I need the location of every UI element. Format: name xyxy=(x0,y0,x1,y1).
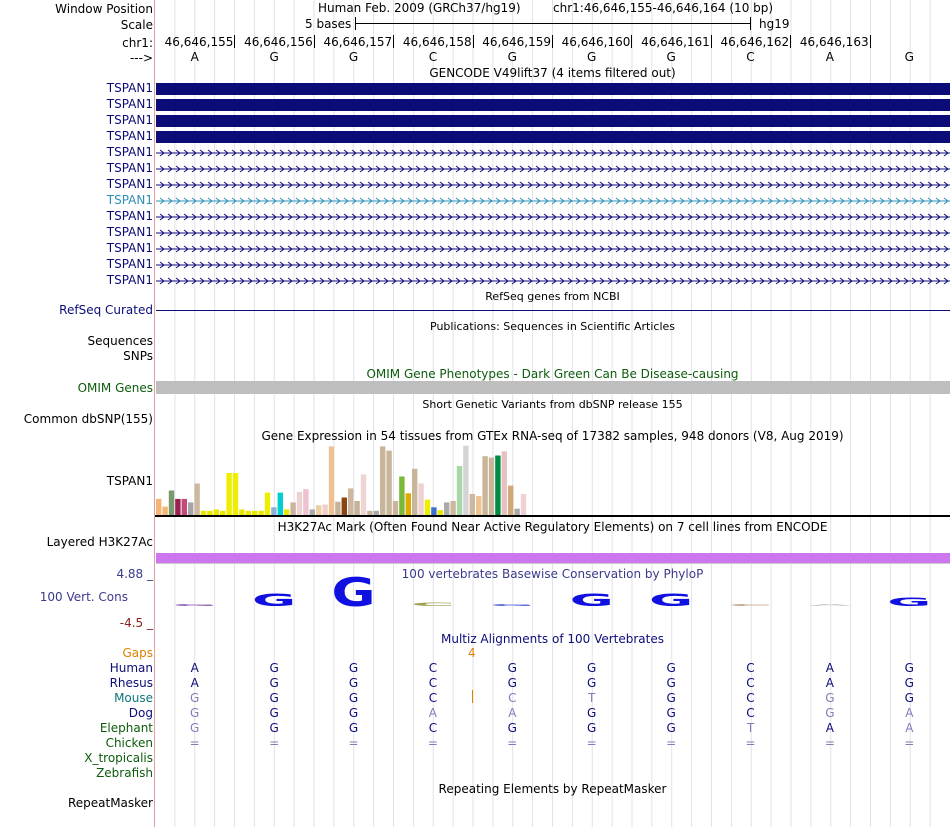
species-label[interactable]: Dog xyxy=(128,706,153,720)
gtex-tissue-bar[interactable] xyxy=(521,494,526,515)
reference-base: A xyxy=(190,50,199,64)
alignment-base: G xyxy=(904,691,914,705)
gtex-tissue-bar[interactable] xyxy=(169,491,174,516)
gtex-tissue-bar[interactable] xyxy=(162,507,167,515)
alignment-base: = xyxy=(427,736,438,750)
transcript-label[interactable]: TSPAN1 xyxy=(106,257,153,271)
alignment-base: G xyxy=(190,721,200,735)
chr-label: chr1: xyxy=(122,36,153,50)
alignment-base: G xyxy=(587,706,597,720)
gtex-tissue-bar[interactable] xyxy=(316,505,321,515)
coordinate-tick xyxy=(393,35,394,48)
phylop-logo-letter: G xyxy=(490,603,535,607)
gtex-baseline xyxy=(155,515,950,517)
alignment-base: C xyxy=(746,661,755,675)
refseq-title: RefSeq genes from NCBI xyxy=(485,290,620,303)
gtex-tissue-bar[interactable] xyxy=(418,484,423,516)
alignment-base: = xyxy=(269,736,280,750)
transcript-intron-line[interactable] xyxy=(156,275,950,287)
reference-base: G xyxy=(666,50,676,64)
db-label: hg19 xyxy=(759,17,790,31)
sequences-label[interactable]: Sequences xyxy=(87,334,153,348)
reference-base: A xyxy=(825,50,834,64)
alignment-base: G xyxy=(587,661,597,675)
alignment-base: G xyxy=(348,676,359,690)
dbsnp-title: Short Genetic Variants from dbSNP release 155 xyxy=(422,398,683,411)
alignment-base: G xyxy=(348,691,359,705)
gtex-expression-chart[interactable] xyxy=(155,443,545,515)
species-label[interactable]: X_tropicalis xyxy=(84,751,153,765)
gtex-tissue-bar[interactable] xyxy=(322,505,327,516)
alignment-base: A xyxy=(508,706,517,720)
species-label[interactable]: Elephant xyxy=(99,721,153,735)
transcript-intron-line[interactable] xyxy=(156,259,950,271)
reference-base: G xyxy=(269,50,279,64)
alignment-base: A xyxy=(825,721,834,735)
gtex-tissue-bar[interactable] xyxy=(386,451,391,515)
alignment-base: G xyxy=(269,661,279,675)
gtex-tissue-bar[interactable] xyxy=(354,501,359,515)
phylop-max-label: 4.88 _ xyxy=(116,567,153,581)
gtex-tissue-bar[interactable] xyxy=(502,451,507,515)
alignment-base: T xyxy=(746,721,755,735)
gtex-tissue-bar[interactable] xyxy=(399,477,404,516)
alignment-base: = xyxy=(745,736,756,750)
phylop-min-label: -4.5 _ xyxy=(119,616,153,630)
alignment-base: = xyxy=(348,736,359,750)
assembly-title: Human Feb. 2009 (GRCh37/hg19) xyxy=(318,1,521,15)
gap-count: 4 xyxy=(468,646,476,660)
gtex-tissue-bar[interactable] xyxy=(329,446,334,515)
alignment-base: C xyxy=(508,691,517,705)
alignment-base: C xyxy=(428,721,438,735)
transcript-label[interactable]: TSPAN1 xyxy=(106,225,153,239)
phylop-logo-letter: G xyxy=(172,603,217,607)
alignment-base: A xyxy=(825,676,834,690)
species-label[interactable]: Rhesus xyxy=(109,676,153,690)
alignment-base: G xyxy=(348,706,359,720)
alignment-base: G xyxy=(190,706,200,720)
alignment-base: A xyxy=(190,676,199,690)
window-position-label: Window Position xyxy=(55,2,153,16)
multiz-title: Multiz Alignments of 100 Vertebrates xyxy=(440,632,665,646)
gtex-tissue-bar[interactable] xyxy=(482,456,487,515)
alignment-base: G xyxy=(507,676,517,690)
gtex-tissue-bar[interactable] xyxy=(182,499,187,515)
coordinate-tick xyxy=(631,35,632,48)
repeatmasker-title: Repeating Elements by RepeatMasker xyxy=(438,782,667,796)
phylop-logo-letter: G xyxy=(887,595,932,610)
coordinate-label: 46,646,156 xyxy=(244,35,313,49)
left-border-line xyxy=(154,0,155,827)
phylop-logo-letter: C xyxy=(410,601,455,608)
transcript-label[interactable]: TSPAN1 xyxy=(106,161,153,175)
scale-bar-left-tick xyxy=(355,17,356,30)
snps-label[interactable]: SNPs xyxy=(123,349,153,363)
alignment-base: G xyxy=(507,721,517,735)
transcript-intron-line[interactable] xyxy=(156,195,950,207)
reference-base: G xyxy=(507,50,517,64)
phylop-logo-track[interactable] xyxy=(155,575,950,615)
omim-track-bar[interactable] xyxy=(156,381,950,394)
alignment-base: C xyxy=(428,676,438,690)
gencode-title: GENCODE V49lift37 (4 items filtered out) xyxy=(429,66,676,80)
phylop-logo-letter: G xyxy=(252,591,297,611)
coordinate-tick xyxy=(711,35,712,48)
alignment-base: G xyxy=(269,676,279,690)
transcript-label[interactable]: TSPAN1 xyxy=(106,241,153,255)
alignment-base: = xyxy=(824,736,835,750)
refseq-label[interactable]: RefSeq Curated xyxy=(59,303,153,317)
alignment-base: G xyxy=(348,721,359,735)
alignment-base: G xyxy=(666,706,676,720)
species-label[interactable]: Mouse xyxy=(114,691,153,705)
gtex-tissue-bar[interactable] xyxy=(290,502,295,515)
alignment-base: G xyxy=(825,691,835,705)
alignment-base: G xyxy=(666,661,676,675)
omim-title: OMIM Gene Phenotypes - Dark Green Can Be Disease-causing xyxy=(366,367,739,381)
alignment-base: = xyxy=(586,736,597,750)
transcript-label[interactable]: TSPAN1 xyxy=(106,209,153,223)
scale-label: Scale xyxy=(120,18,153,32)
coordinate-label: 46,646,157 xyxy=(323,35,393,49)
coordinate-label: 46,646,163 xyxy=(799,35,869,49)
gtex-tissue-bar[interactable] xyxy=(476,496,481,515)
alignment-base: C xyxy=(746,706,755,720)
coordinate-tick xyxy=(473,35,474,48)
coordinate-label: 46,646,162 xyxy=(720,35,790,49)
alignment-base: G xyxy=(269,691,279,705)
alignment-base: A xyxy=(905,706,914,720)
phylop-title: 100 vertebrates Basewise Conservation by PhyloP xyxy=(401,567,704,581)
alignment-base: G xyxy=(269,706,279,720)
gtex-tissue-bar[interactable] xyxy=(271,507,276,515)
alignment-base: A xyxy=(825,661,834,675)
gtex-tissue-bar[interactable] xyxy=(457,466,462,515)
gtex-tissue-bar[interactable] xyxy=(278,493,283,515)
species-label[interactable]: Human xyxy=(109,661,153,675)
transcript-intron-line[interactable] xyxy=(156,163,950,175)
gtex-tissue-bar[interactable] xyxy=(361,474,366,515)
gtex-tissue-bar[interactable] xyxy=(495,456,500,516)
alignment-base: G xyxy=(666,676,676,690)
transcript-intron-line[interactable] xyxy=(156,211,950,223)
alignment-base: G xyxy=(904,661,914,675)
transcript-label[interactable]: TSPAN1 xyxy=(106,97,153,111)
alignment-base: = xyxy=(904,736,915,750)
coordinate-tick xyxy=(870,35,871,48)
transcript-label[interactable]: TSPAN1 xyxy=(106,145,153,159)
transcript-label[interactable]: TSPAN1 xyxy=(106,273,153,287)
alignment-base: C xyxy=(746,676,755,690)
strand-label: ---> xyxy=(129,51,153,65)
alignment-base: G xyxy=(904,676,914,690)
omim-label[interactable]: OMIM Genes xyxy=(77,381,153,395)
refseq-track-line xyxy=(156,310,950,311)
phylop-label[interactable]: 100 Vert. Cons xyxy=(39,590,128,604)
gtex-tissue-bar[interactable] xyxy=(393,501,398,515)
h3k27ac-baseline xyxy=(156,563,950,564)
scale-text: 5 bases xyxy=(305,17,352,31)
gtex-tissue-bar[interactable] xyxy=(297,492,302,515)
coordinate-label: 46,646,160 xyxy=(561,35,631,49)
gtex-tissue-bar[interactable] xyxy=(233,473,238,515)
repeatmasker-label[interactable]: RepeatMasker xyxy=(67,796,153,810)
transcript-label[interactable]: TSPAN1 xyxy=(106,113,153,127)
reference-base: G xyxy=(348,50,359,64)
coordinate-label: 46,646,155 xyxy=(164,35,234,49)
coordinate-tick xyxy=(314,35,315,48)
coordinate-tick xyxy=(552,35,553,48)
h3k27ac-signal-bar[interactable] xyxy=(156,553,950,563)
phylop-logo-letter: G xyxy=(649,591,694,611)
gtex-tissue-bar[interactable] xyxy=(156,499,161,515)
gtex-tissue-bar[interactable] xyxy=(335,502,340,515)
gtex-tissue-bar[interactable] xyxy=(431,507,436,515)
transcript-label[interactable]: TSPAN1 xyxy=(106,129,153,143)
h3k27ac-label[interactable]: Layered H3K27Ac xyxy=(46,535,153,549)
gtex-tissue-bar[interactable] xyxy=(226,473,231,515)
alignment-base: G xyxy=(666,691,676,705)
transcript-intron-line[interactable] xyxy=(156,147,950,159)
reference-base: G xyxy=(587,50,597,64)
alignment-base: G xyxy=(348,661,359,675)
scale-bar xyxy=(355,23,750,24)
alignment-base: A xyxy=(190,661,199,675)
alignment-base: = xyxy=(189,736,200,750)
gaps-label: Gaps xyxy=(122,646,153,660)
gtex-tissue-bar[interactable] xyxy=(463,446,468,515)
phylop-logo-letter: A xyxy=(807,603,854,607)
mouse-gap-marker xyxy=(472,690,473,703)
reference-base: C xyxy=(746,50,755,64)
gtex-tissue-bar[interactable] xyxy=(188,502,193,515)
alignment-base: C xyxy=(428,691,438,705)
transcript-exon-bar[interactable] xyxy=(156,99,950,111)
coordinate-tick xyxy=(234,35,235,48)
gtex-tissue-bar[interactable] xyxy=(175,499,180,515)
alignment-base: = xyxy=(666,736,677,750)
transcript-label[interactable]: TSPAN1 xyxy=(106,177,153,191)
alignment-base: G xyxy=(587,676,597,690)
transcript-label[interactable]: TSPAN1 xyxy=(106,81,153,95)
gtex-tissue-bar[interactable] xyxy=(265,493,270,515)
reference-base: G xyxy=(904,50,914,64)
gtex-tissue-bar[interactable] xyxy=(412,469,417,515)
coordinate-label: 46,646,158 xyxy=(402,35,472,49)
gtex-tissue-bar[interactable] xyxy=(342,498,347,516)
transcript-intron-line[interactable] xyxy=(156,227,950,239)
gtex-tissue-bar[interactable] xyxy=(406,493,411,515)
transcript-label[interactable]: TSPAN1 xyxy=(106,193,153,207)
transcript-exon-bar[interactable] xyxy=(156,131,950,143)
gtex-tissue-bar[interactable] xyxy=(489,458,494,515)
alignment-base: T xyxy=(588,691,596,705)
species-label[interactable]: Zebrafish xyxy=(96,766,153,780)
alignment-base: G xyxy=(825,706,835,720)
phylop-logo-letter: C xyxy=(728,603,773,607)
transcript-intron-line[interactable] xyxy=(156,243,950,255)
gtex-tissue-bar[interactable] xyxy=(194,484,199,516)
alignment-base: C xyxy=(746,691,755,705)
alignment-base: A xyxy=(905,721,914,735)
coordinate-label: 46,646,159 xyxy=(482,35,551,49)
gtex-tissue-bar[interactable] xyxy=(425,500,430,515)
alignment-base: G xyxy=(666,721,676,735)
phylop-logo-letter: G xyxy=(331,575,376,615)
coordinate-tick xyxy=(790,35,791,48)
transcript-exon-bar[interactable] xyxy=(156,83,950,95)
gtex-tissue-bar[interactable] xyxy=(444,502,449,515)
gtex-title: Gene Expression in 54 tissues from GTEx RNA-seq of 17382 samples, 948 donors (V8, Aug 2019) xyxy=(261,429,844,443)
alignment-base: A xyxy=(428,706,437,720)
gtex-tissue-bar[interactable] xyxy=(380,446,385,515)
scale-bar-right-tick xyxy=(750,17,751,30)
alignment-base: G xyxy=(507,661,517,675)
publications-title: Publications: Sequences in Scientific Articles xyxy=(430,320,675,333)
coordinate-label: 46,646,161 xyxy=(641,35,710,49)
species-label[interactable]: Chicken xyxy=(105,736,153,750)
position-text[interactable]: chr1:46,646,155-46,646,164 (10 bp) xyxy=(553,1,774,15)
alignment-base: = xyxy=(507,736,518,750)
alignment-base: G xyxy=(269,721,279,735)
gtex-tissue-bar[interactable] xyxy=(470,494,475,515)
reference-base: C xyxy=(428,50,438,64)
gtex-tissue-bar[interactable] xyxy=(508,486,513,515)
alignment-base: G xyxy=(190,691,200,705)
phylop-logo-letter: G xyxy=(569,591,614,611)
gtex-label[interactable]: TSPAN1 xyxy=(106,474,153,488)
alignment-base: C xyxy=(428,661,438,675)
dbsnp-label[interactable]: Common dbSNP(155) xyxy=(23,412,153,426)
gtex-tissue-bar[interactable] xyxy=(348,488,353,515)
gtex-tissue-bar[interactable] xyxy=(450,501,455,515)
gtex-tissue-bar[interactable] xyxy=(303,489,308,515)
alignment-base: G xyxy=(587,721,597,735)
transcript-intron-line[interactable] xyxy=(156,179,950,191)
h3k27ac-title: H3K27Ac Mark (Often Found Near Active Regulatory Elements) on 7 cell lines from ENCODE xyxy=(277,520,828,534)
transcript-exon-bar[interactable] xyxy=(156,115,950,127)
